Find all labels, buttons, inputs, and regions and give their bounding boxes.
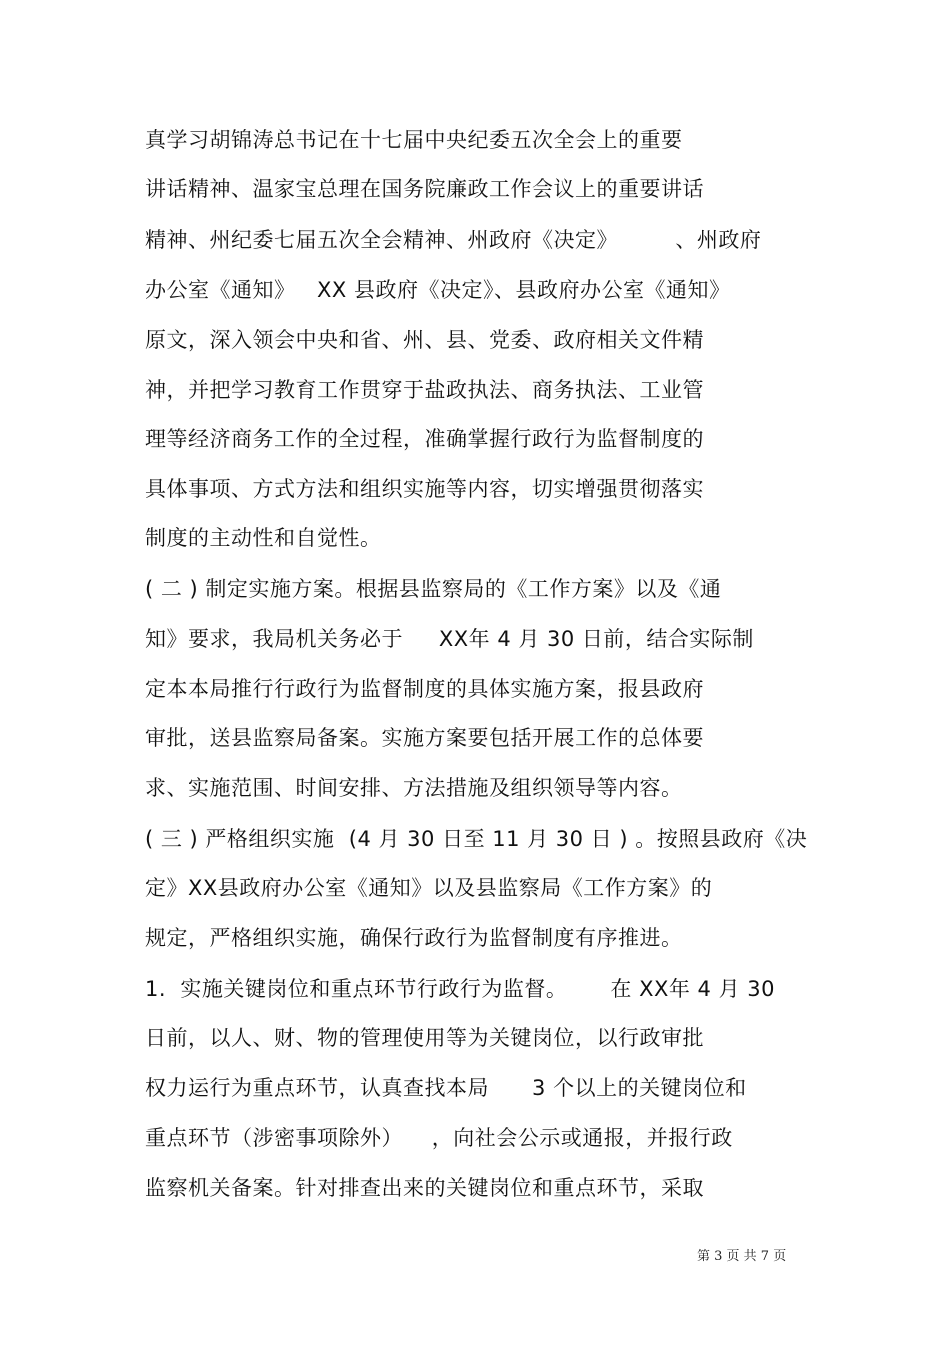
text-line: ( 三 ) 严格组织实施 (4 月 30 日至 11 月 30 日 ) 。按照县政府《决 xyxy=(145,827,808,851)
text-line: 审批，送县监察局备案。实施方案要包括开展工作的总体要 xyxy=(145,726,704,750)
text-line: 精神、州纪委七届五次全会精神、州政府《决定》 、州政府 xyxy=(145,228,762,252)
text-line: 定本本局推行行政行为监督制度的具体实施方案，报县政府 xyxy=(145,677,704,701)
text-line: 1. 实施关键岗位和重点环节行政行为监督。 在 XX年 4 月 30 xyxy=(145,977,775,1001)
text-line: 知》要求，我局机关务必于 XX年 4 月 30 日前，结合实际制 xyxy=(145,627,754,651)
text-line: 监察机关备案。针对排查出来的关键岗位和重点环节，采取 xyxy=(145,1176,704,1200)
text-line: 重点环节（涉密事项除外） ，向社会公示或通报，并报行政 xyxy=(145,1126,733,1150)
text-line: 制度的主动性和自觉性。 xyxy=(145,526,382,550)
text-line: 理等经济商务工作的全过程，准确掌握行政行为监督制度的 xyxy=(145,427,704,451)
text-line: 定》XX县政府办公室《通知》以及县监察局《工作方案》的 xyxy=(145,876,713,900)
text-line: 日前，以人、财、物的管理使用等为关键岗位，以行政审批 xyxy=(145,1026,704,1050)
text-line: 办公室《通知》 XX 县政府《决定》、县政府办公室《通知》 xyxy=(145,278,731,302)
text-line: 神，并把学习教育工作贯穿于盐政执法、商务执法、工业管 xyxy=(145,378,704,402)
page-number: 第 3 页 共 7 页 xyxy=(697,1249,787,1264)
text-line: 求、实施范围、时间安排、方法措施及组织领导等内容。 xyxy=(145,776,683,800)
text-line: 讲话精神、温家宝总理在国务院廉政工作会议上的重要讲话 xyxy=(145,177,704,201)
text-line: 权力运行为重点环节，认真查找本局 3 个以上的关键岗位和 xyxy=(145,1076,747,1100)
text-line: 具体事项、方式方法和组织实施等内容，切实增强贯彻落实 xyxy=(145,477,704,501)
text-line: 原文，深入领会中央和省、州、县、党委、政府相关文件精 xyxy=(145,328,704,352)
text-line: 规定，严格组织实施，确保行政行为监督制度有序推进。 xyxy=(145,926,683,950)
text-line: ( 二 ) 制定实施方案。根据县监察局的《工作方案》以及《通 xyxy=(145,577,722,601)
text-line: 真学习胡锦涛总书记在十七届中央纪委五次全会上的重要 xyxy=(145,128,683,152)
